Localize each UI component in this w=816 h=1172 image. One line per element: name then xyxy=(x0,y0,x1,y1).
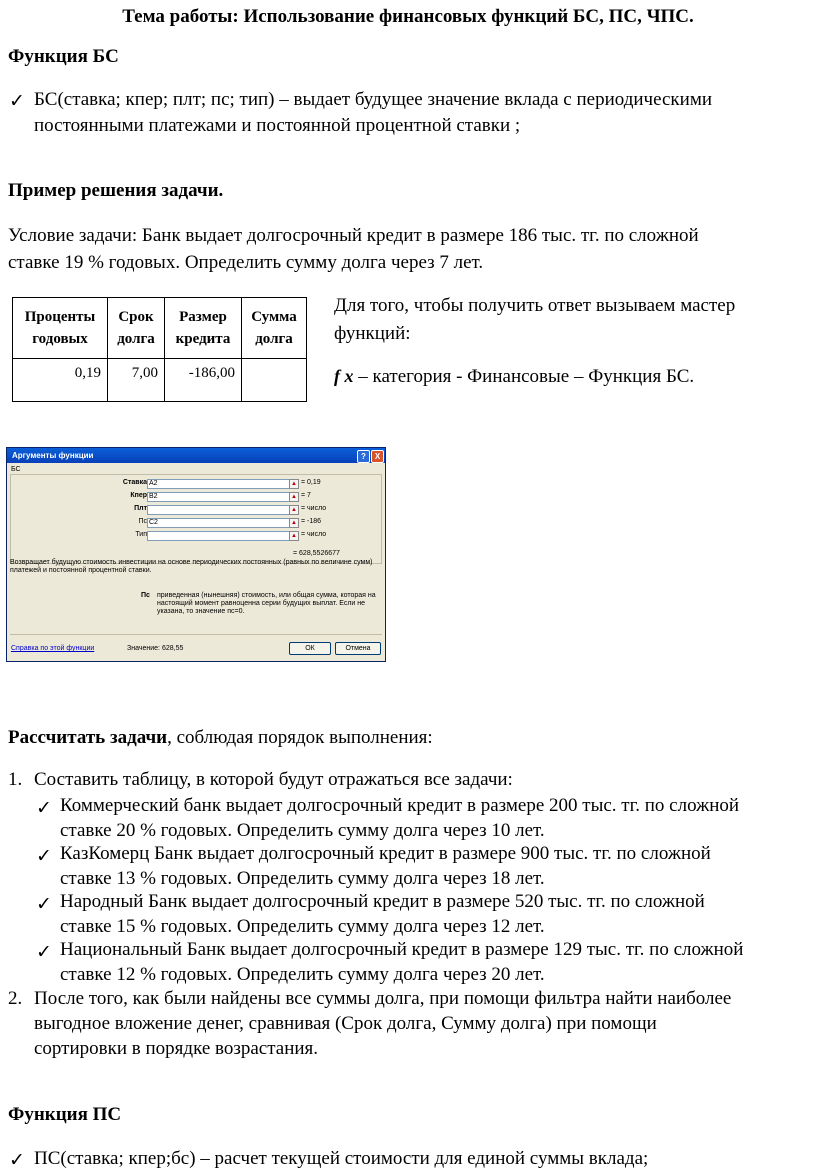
check-icon: ✓ xyxy=(36,845,52,867)
argument-result: = число xyxy=(301,505,327,512)
section-heading-bs: Функция БС xyxy=(8,46,119,67)
table-header-cell: Сумма долга xyxy=(242,298,307,359)
section-heading-ps: Функция ПС xyxy=(8,1104,122,1125)
argument-row-pmt xyxy=(7,505,385,514)
argument-label: Пс xyxy=(138,518,147,525)
argument-label: Тип xyxy=(135,531,147,538)
task-item-2-line3: сортировки в порядке возрастания. xyxy=(34,1038,319,1059)
side-text-line3 xyxy=(334,363,694,390)
argument-result: = -186 xyxy=(301,518,322,525)
help-icon[interactable]: ? xyxy=(357,450,370,463)
argument-label: Плт xyxy=(134,505,147,512)
value-label: Значение: xyxy=(127,645,160,652)
dialog-function-name: БС xyxy=(11,466,21,473)
table-header-cell: Срок долга xyxy=(108,298,165,359)
table-header-cell: Проценты годовых xyxy=(13,298,108,359)
example-condition-line2: ставке 19 % годовых. Определить сумму долга через 7 лет. xyxy=(8,252,484,273)
collapse-dialog-icon[interactable]: ▲ xyxy=(289,479,299,489)
cancel-button[interactable]: Отмена xyxy=(335,642,381,655)
table-header-row xyxy=(13,298,307,359)
table-cell xyxy=(242,359,307,402)
collapse-dialog-icon[interactable]: ▲ xyxy=(289,505,299,515)
collapse-dialog-icon[interactable]: ▲ xyxy=(289,518,299,528)
ok-button[interactable]: ОК xyxy=(289,642,331,655)
dialog-divider xyxy=(10,634,382,635)
argument-row-nper xyxy=(7,492,385,501)
ps-definition: ПС(ставка; кпер;бс) – расчет текущей стоимости для единой суммы вклада; xyxy=(34,1148,649,1169)
task-item-1: Составить таблицу, в которой будут отражаться все задачи: xyxy=(34,769,513,790)
bs-definition-line1: БС(ставка; кпер; плт; пс; тип) – выдает будущее значение вклада с периодическими xyxy=(34,89,713,110)
table-cell: 0,19 xyxy=(13,359,108,402)
subtask-3-line1: Народный Банк выдает долгосрочный кредит в размере 520 тыс. тг. по сложной xyxy=(60,891,705,912)
check-icon: ✓ xyxy=(36,893,52,915)
table-header-cell: Размер кредита xyxy=(165,298,242,359)
formula-result: = 628,5526677 xyxy=(293,550,340,557)
dialog-title: Аргументы функции xyxy=(12,451,94,460)
tasks-heading xyxy=(8,724,433,751)
subtask-1-line1: Коммерческий банк выдает долгосрочный кредит в размере 200 тыс. тг. по сложной xyxy=(60,795,740,816)
subtask-4-line2: ставке 12 % годовых. Определить сумму долга через 20 лет. xyxy=(60,964,545,985)
collapse-dialog-icon[interactable]: ▲ xyxy=(289,492,299,502)
check-icon: ✓ xyxy=(36,941,52,963)
close-icon[interactable]: X xyxy=(371,450,384,463)
subtask-2-line2: ставке 13 % годовых. Определить сумму долга через 18 лет. xyxy=(60,868,545,889)
list-number: 1. xyxy=(8,769,23,790)
argument-result: = число xyxy=(301,531,327,538)
nper-input[interactable]: B2 xyxy=(147,492,290,502)
example-condition-line1: Условие задачи: Банк выдает долгосрочный кредит в размере 186 тыс. тг. по сложной xyxy=(8,225,699,246)
rate-input[interactable]: A2 xyxy=(147,479,290,489)
value-text: 628,55 xyxy=(161,645,184,652)
check-icon: ✓ xyxy=(9,1149,25,1171)
check-icon: ✓ xyxy=(9,90,25,112)
argument-label: Кпер xyxy=(130,492,147,499)
parameter-description-line3: указана, то значение пс=0. xyxy=(157,608,245,615)
tasks-heading-bold: Рассчитать задачи xyxy=(8,727,168,748)
dialog-titlebar xyxy=(7,448,385,463)
subtask-3-line2: ставке 15 % годовых. Определить сумму долга через 12 лет. xyxy=(60,916,545,937)
function-description-line2: платежей и постоянной процентной ставки. xyxy=(10,567,152,574)
subtask-1-line2: ставке 20 % годовых. Определить сумму долга через 10 лет. xyxy=(60,820,545,841)
fx-icon: f x xyxy=(334,366,354,386)
bs-definition-line2: постоянными платежами и постоянной процентной ставки ; xyxy=(34,115,521,136)
task-item-2-line1: После того, как были найдены все суммы долга, при помощи фильтра найти наиболее xyxy=(34,988,732,1009)
type-input[interactable] xyxy=(147,531,290,541)
subtask-4-line1: Национальный Банк выдает долгосрочный кредит в размере 129 тыс. тг. по сложной xyxy=(60,939,744,960)
help-link[interactable]: Справка по этой функции xyxy=(11,645,95,652)
collapse-dialog-icon[interactable]: ▲ xyxy=(289,531,299,541)
example-heading: Пример решения задачи. xyxy=(8,180,224,201)
task-item-2-line2: выгодное вложение денег, сравнивая (Срок долга, Сумму долга) при помощи xyxy=(34,1013,657,1034)
check-icon: ✓ xyxy=(36,797,52,819)
side-text-line1: Для того, чтобы получить ответ вызываем мастер xyxy=(334,295,736,316)
parameter-name: Пс xyxy=(141,592,150,599)
argument-result: = 0,19 xyxy=(301,479,321,486)
argument-label: Ставка xyxy=(122,479,147,486)
side-text-category: – категория - Финансовые – Функция БС. xyxy=(353,366,695,387)
subtask-2-line1: КазКомерц Банк выдает долгосрочный кредит в размере 900 тыс. тг. по сложной xyxy=(60,843,711,864)
table-cell: 7,00 xyxy=(108,359,165,402)
argument-row-type xyxy=(7,531,385,540)
pv-input[interactable]: C2 xyxy=(147,518,290,528)
table-cell: -186,00 xyxy=(165,359,242,402)
argument-row-rate xyxy=(7,479,385,488)
parameter-description-line2: настоящий момент равноценна серии будущих выплат. Если не xyxy=(157,600,366,607)
function-description-line1: Возвращает будущую стоимость инвестиции на основе периодических постоянных (равных по величине сумм) xyxy=(10,559,373,566)
side-text-line2: функций: xyxy=(334,323,411,344)
tasks-heading-rest: , соблюдая порядок выполнения: xyxy=(167,727,433,748)
parameter-description-line1: приведенная (нынешняя) стоимость, или общая сумма, которая на xyxy=(157,592,376,599)
argument-result: = 7 xyxy=(301,492,311,499)
table-row xyxy=(13,359,307,402)
argument-row-pv xyxy=(7,518,385,527)
page-title: Тема работы: Использование финансовых функций БС, ПС, ЧПС. xyxy=(122,6,694,27)
value-display xyxy=(127,645,183,652)
function-arguments-dialog xyxy=(6,447,386,662)
pmt-input[interactable] xyxy=(147,505,290,515)
example-table xyxy=(12,297,307,402)
list-number: 2. xyxy=(8,988,23,1009)
